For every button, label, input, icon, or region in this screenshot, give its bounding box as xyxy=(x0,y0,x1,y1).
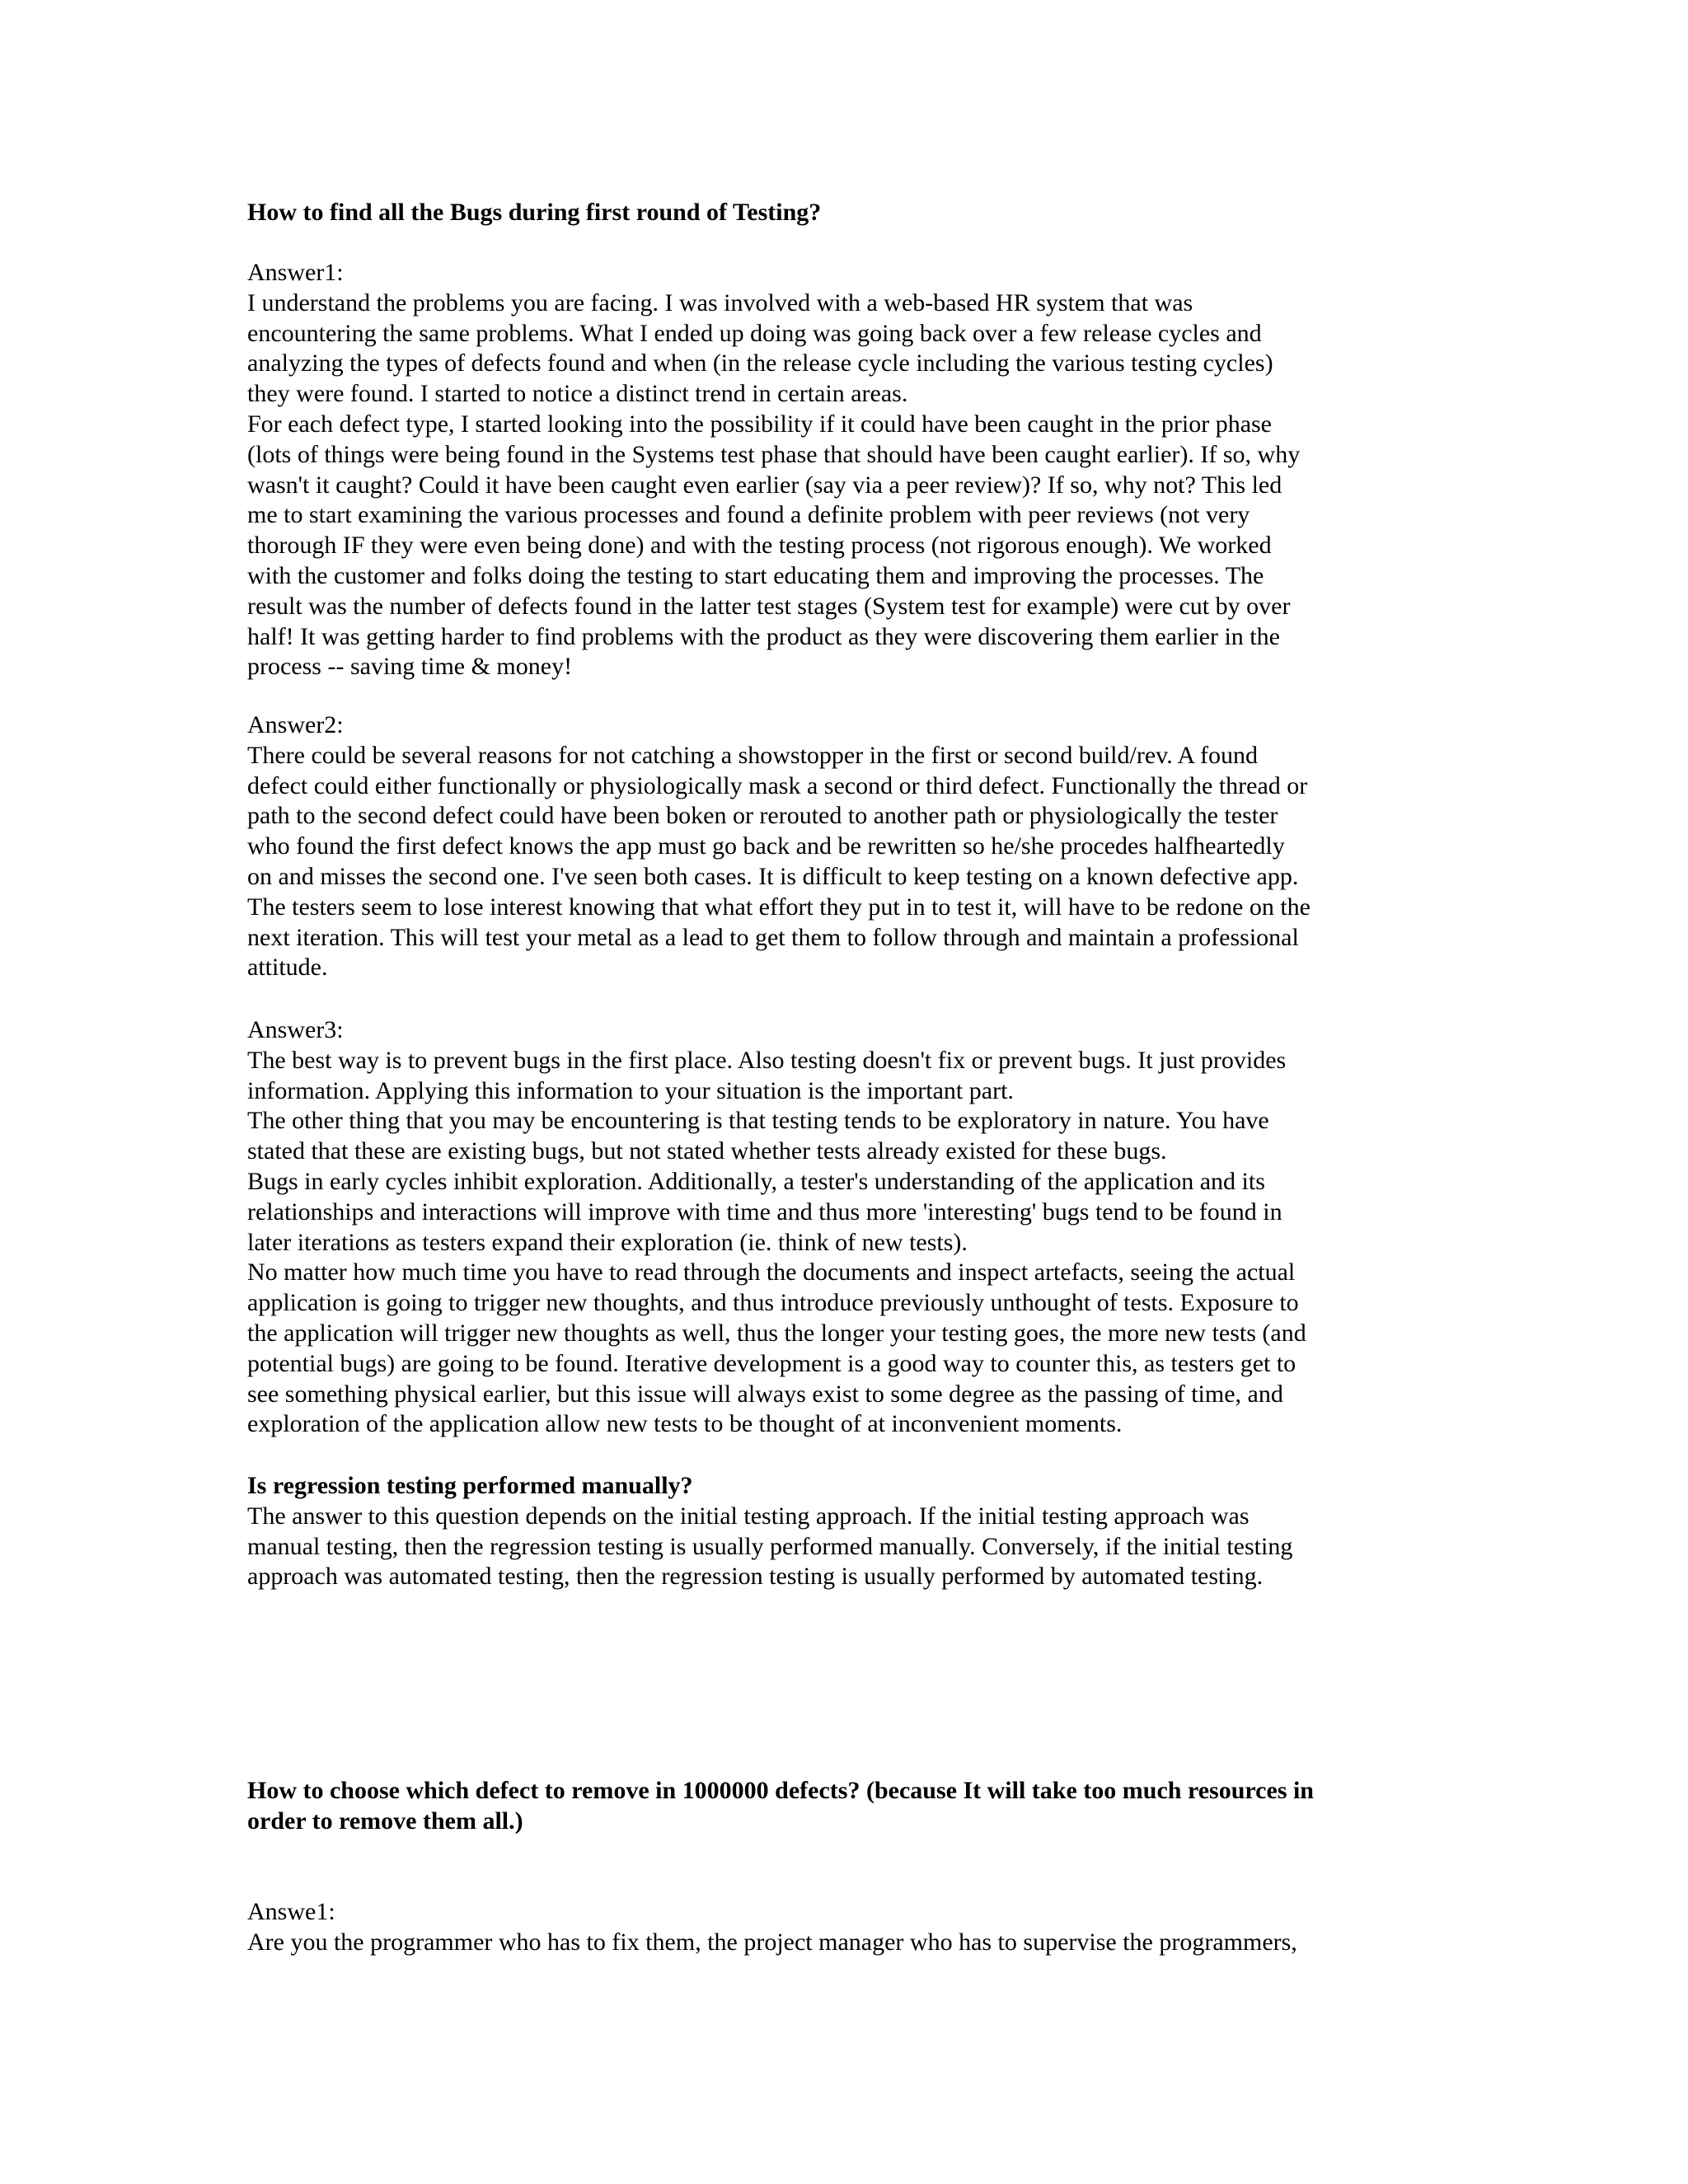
answer3-line: exploration of the application allow new tests to be thought of at inconvenient moments. xyxy=(247,1410,1123,1438)
section3-answer1-label: Answe1: xyxy=(247,1898,335,1925)
answer1-label: Answer1: xyxy=(247,259,344,286)
answer3-line: relationships and interactions will improve with time and thus more 'interesting' bugs tend to be found in xyxy=(247,1197,1282,1226)
answer1-line: process -- saving time & money! xyxy=(247,653,573,681)
section2-line: approach was automated testing, then the regression testing is usually performed by automated testing. xyxy=(247,1563,1264,1591)
answer2-line: on and misses the second one. I've seen both cases. It is difficult to keep testing on a known defective app. xyxy=(247,862,1299,890)
section1-title-block xyxy=(247,198,1434,228)
answer2-line: attitude. xyxy=(247,954,328,982)
section2-title: Is regression testing performed manually? xyxy=(247,1472,693,1499)
answer1-line: with the customer and folks doing the testing to start educating them and improving the processes. The xyxy=(247,561,1264,589)
answer1-line: analyzing the types of defects found and when (in the release cycle including the various testing cycles) xyxy=(247,349,1273,377)
answer1-block xyxy=(247,258,1434,682)
section3-answer1-line: Are you the programmer who has to fix them, the project manager who has to supervise the programmers, xyxy=(247,1928,1297,1956)
section3-title-block xyxy=(247,1776,1434,1837)
answer2-line: who found the first defect knows the app must go back and be rewritten so he/she procedes halfheartedly xyxy=(247,832,1285,860)
answer3-line: The other thing that you may be encountering is that testing tends to be exploratory in nature. You have xyxy=(247,1107,1269,1135)
answer2-label: Answer2: xyxy=(247,711,344,738)
answer2-line: defect could either functionally or physiologically mask a second or third defect. Functionally the thread or xyxy=(247,771,1308,799)
answer3-line: potential bugs) are going to be found. Iterative development is a good way to counter this, as testers get to xyxy=(247,1349,1296,1377)
answer2-line: path to the second defect could have been boken or rerouted to another path or physiologically the tester xyxy=(247,802,1278,830)
answer2-line: next iteration. This will test your metal as a lead to get them to follow through and maintain a professional xyxy=(247,923,1299,951)
answer2-line: The testers seem to lose interest knowing that what effort they put in to test it, will have to be redone on the xyxy=(247,893,1311,921)
answer1-line: me to start examining the various processes and found a definite problem with peer reviews (not very xyxy=(247,501,1250,529)
answer3-line: see something physical earlier, but this issue will always exist to some degree as the passing of time, and xyxy=(247,1380,1283,1408)
answer1-line: encountering the same problems. What I ended up doing was going back over a few release cycles and xyxy=(247,319,1262,347)
section2-line: manual testing, then the regression testing is usually performed manually. Conversely, if the initial testing xyxy=(247,1532,1293,1560)
section3-answer1-block xyxy=(247,1897,1434,1958)
section2-block xyxy=(247,1471,1434,1592)
answer1-line: For each defect type, I started looking into the possibility if it could have been caught in the prior phase xyxy=(247,410,1272,438)
answer3-line: Bugs in early cycles inhibit exploration. Additionally, a tester's understanding of the application and its xyxy=(247,1167,1265,1195)
answer3-line: the application will trigger new thoughts as well, thus the longer your testing goes, the more new tests (and xyxy=(247,1319,1306,1347)
answer2-block xyxy=(247,710,1434,983)
answer3-line: No matter how much time you have to read through the documents and inspect artefacts, seeing the actual xyxy=(247,1258,1296,1286)
answer3-line: stated that these are existing bugs, but not stated whether tests already existed for these bugs. xyxy=(247,1137,1167,1165)
answer1-line: (lots of things were being found in the Systems test phase that should have been caught earlier). If so, why xyxy=(247,440,1301,468)
answer1-line: thorough IF they were even being done) and with the testing process (not rigorous enough). We worked xyxy=(247,532,1272,560)
section3-title-line: order to remove them all.) xyxy=(247,1807,523,1835)
answer1-line: I understand the problems you are facing. I was involved with a web-based HR system that was xyxy=(247,288,1193,316)
answer3-line: The best way is to prevent bugs in the first place. Also testing doesn't fix or prevent bugs. It just provides xyxy=(247,1046,1287,1074)
answer1-line: result was the number of defects found in the latter test stages (System test for example) were cut by over xyxy=(247,592,1291,620)
answer3-line: application is going to trigger new thoughts, and thus introduce previously unthought of tests. Exposure to xyxy=(247,1289,1299,1317)
answer3-line: information. Applying this information to your situation is the important part. xyxy=(247,1076,1014,1104)
section3-title-line: How to choose which defect to remove in 1000000 defects? (because It will take too much resources in xyxy=(247,1777,1314,1804)
answer3-block xyxy=(247,1015,1434,1440)
section2-line: The answer to this question depends on the initial testing approach. If the initial testing approach was xyxy=(247,1502,1250,1530)
answer3-line: later iterations as testers expand their exploration (ie. think of new tests). xyxy=(247,1228,968,1256)
answer2-line: There could be several reasons for not catching a showstopper in the first or second build/rev. A found xyxy=(247,741,1259,769)
answer1-line: half! It was getting harder to find problems with the product as they were discovering them earlier in the xyxy=(247,622,1280,650)
answer3-label: Answer3: xyxy=(247,1016,344,1043)
answer1-line: wasn't it caught? Could it have been caught even earlier (say via a peer review)? If so, why not? This led xyxy=(247,471,1282,499)
answer1-line: they were found. I started to notice a distinct trend in certain areas. xyxy=(247,380,908,408)
section1-title: How to find all the Bugs during first round of Testing? xyxy=(247,199,822,226)
